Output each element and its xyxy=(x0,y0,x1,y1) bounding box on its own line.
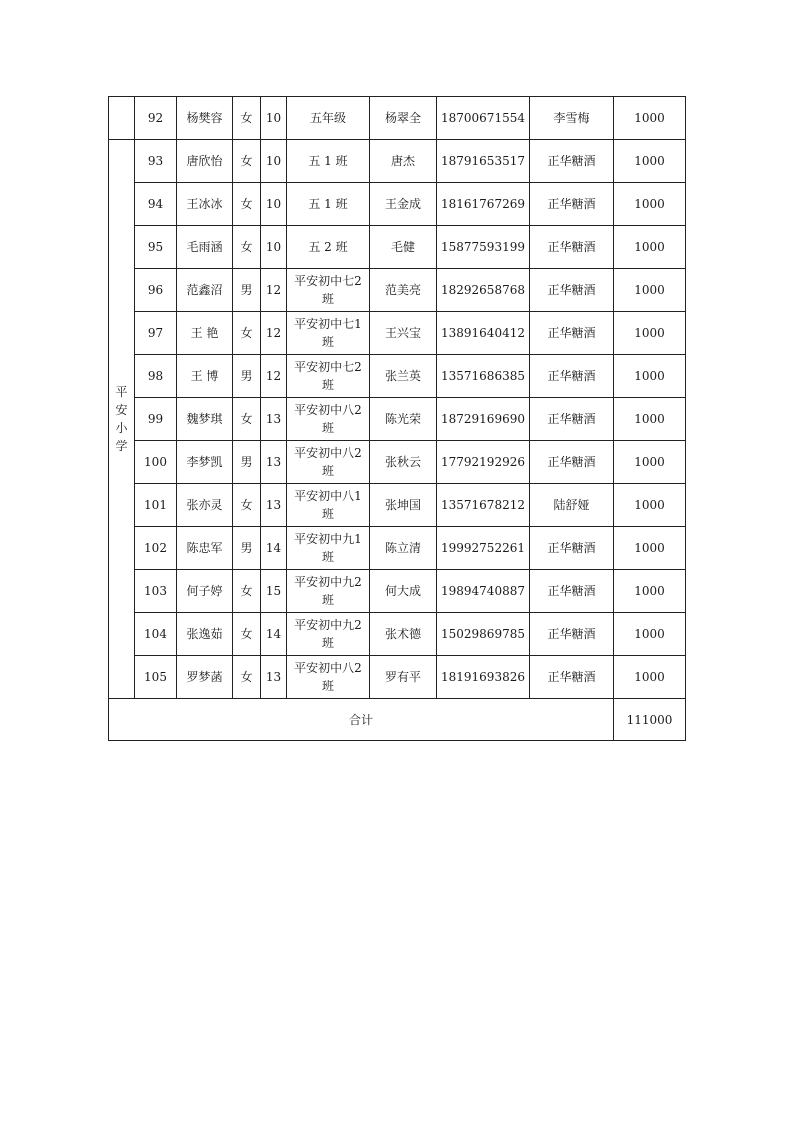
cell-phone: 17792192926 xyxy=(437,441,530,484)
cell-amount: 1000 xyxy=(614,613,686,656)
cell-guardian: 张兰英 xyxy=(370,355,437,398)
cell-gender: 女 xyxy=(233,97,261,140)
cell-age: 15 xyxy=(261,570,287,613)
cell-age: 13 xyxy=(261,398,287,441)
school-cell-continued xyxy=(109,97,135,140)
cell-amount: 1000 xyxy=(614,140,686,183)
cell-gender: 女 xyxy=(233,613,261,656)
cell-class: 平安初中九2班 xyxy=(287,570,370,613)
cell-name: 李梦凯 xyxy=(177,441,233,484)
cell-phone: 19992752261 xyxy=(437,527,530,570)
cell-sponsor: 正华糖酒 xyxy=(530,226,614,269)
cell-name: 何子婷 xyxy=(177,570,233,613)
cell-guardian: 罗有平 xyxy=(370,656,437,699)
cell-amount: 1000 xyxy=(614,570,686,613)
cell-gender: 男 xyxy=(233,269,261,312)
cell-sponsor: 正华糖酒 xyxy=(530,355,614,398)
cell-name: 魏梦琪 xyxy=(177,398,233,441)
cell-no: 101 xyxy=(135,484,177,527)
cell-sponsor: 正华糖酒 xyxy=(530,398,614,441)
table-row xyxy=(109,484,686,527)
cell-class: 平安初中八2班 xyxy=(287,441,370,484)
cell-class: 平安初中八2班 xyxy=(287,398,370,441)
cell-no: 95 xyxy=(135,226,177,269)
cell-no: 98 xyxy=(135,355,177,398)
table-row xyxy=(109,226,686,269)
cell-gender: 女 xyxy=(233,656,261,699)
school-name-cell xyxy=(109,140,135,699)
cell-gender: 男 xyxy=(233,441,261,484)
cell-sponsor: 正华糖酒 xyxy=(530,441,614,484)
table-row xyxy=(109,441,686,484)
cell-sponsor: 李雪梅 xyxy=(530,97,614,140)
cell-guardian: 毛健 xyxy=(370,226,437,269)
cell-name: 罗梦菡 xyxy=(177,656,233,699)
cell-age: 12 xyxy=(261,269,287,312)
cell-guardian: 范美亮 xyxy=(370,269,437,312)
table-row xyxy=(109,570,686,613)
cell-sponsor: 正华糖酒 xyxy=(530,183,614,226)
cell-gender: 女 xyxy=(233,570,261,613)
cell-phone: 18191693826 xyxy=(437,656,530,699)
cell-phone: 18700671554 xyxy=(437,97,530,140)
cell-no: 92 xyxy=(135,97,177,140)
cell-name: 王 博 xyxy=(177,355,233,398)
cell-guardian: 张术德 xyxy=(370,613,437,656)
cell-class: 平安初中七2班 xyxy=(287,355,370,398)
cell-amount: 1000 xyxy=(614,312,686,355)
cell-age: 10 xyxy=(261,226,287,269)
cell-no: 97 xyxy=(135,312,177,355)
cell-name: 王 艳 xyxy=(177,312,233,355)
cell-gender: 女 xyxy=(233,398,261,441)
school-name-char: 学 xyxy=(115,439,128,453)
cell-gender: 男 xyxy=(233,527,261,570)
cell-name: 王冰冰 xyxy=(177,183,233,226)
cell-no: 93 xyxy=(135,140,177,183)
cell-class: 平安初中八2班 xyxy=(287,656,370,699)
cell-guardian: 陈光荣 xyxy=(370,398,437,441)
cell-no: 105 xyxy=(135,656,177,699)
cell-class: 五年级 xyxy=(287,97,370,140)
cell-age: 10 xyxy=(261,97,287,140)
cell-sponsor: 正华糖酒 xyxy=(530,613,614,656)
total-row xyxy=(109,699,686,741)
cell-phone: 18729169690 xyxy=(437,398,530,441)
cell-gender: 女 xyxy=(233,484,261,527)
cell-amount: 1000 xyxy=(614,97,686,140)
cell-age: 12 xyxy=(261,355,287,398)
table-row xyxy=(109,269,686,312)
cell-class: 平安初中九1班 xyxy=(287,527,370,570)
cell-age: 13 xyxy=(261,441,287,484)
cell-sponsor: 正华糖酒 xyxy=(530,312,614,355)
table-row xyxy=(109,613,686,656)
cell-gender: 男 xyxy=(233,355,261,398)
cell-guardian: 何大成 xyxy=(370,570,437,613)
cell-phone: 18161767269 xyxy=(437,183,530,226)
cell-guardian: 张坤国 xyxy=(370,484,437,527)
cell-guardian: 陈立清 xyxy=(370,527,437,570)
cell-name: 杨樊容 xyxy=(177,97,233,140)
cell-phone: 13891640412 xyxy=(437,312,530,355)
cell-sponsor: 正华糖酒 xyxy=(530,269,614,312)
cell-sponsor: 正华糖酒 xyxy=(530,527,614,570)
cell-no: 96 xyxy=(135,269,177,312)
cell-phone: 13571686385 xyxy=(437,355,530,398)
cell-amount: 1000 xyxy=(614,226,686,269)
cell-amount: 1000 xyxy=(614,656,686,699)
cell-amount: 1000 xyxy=(614,484,686,527)
cell-name: 陈忠军 xyxy=(177,527,233,570)
cell-gender: 女 xyxy=(233,183,261,226)
cell-guardian: 杨翠全 xyxy=(370,97,437,140)
cell-class: 平安初中七1班 xyxy=(287,312,370,355)
cell-name: 张亦灵 xyxy=(177,484,233,527)
table-row xyxy=(109,398,686,441)
cell-no: 99 xyxy=(135,398,177,441)
total-amount: 111000 xyxy=(614,699,686,741)
cell-phone: 15029869785 xyxy=(437,613,530,656)
cell-guardian: 王金成 xyxy=(370,183,437,226)
cell-name: 唐欣怡 xyxy=(177,140,233,183)
cell-amount: 1000 xyxy=(614,269,686,312)
table-row xyxy=(109,183,686,226)
cell-class: 平安初中八1班 xyxy=(287,484,370,527)
table-row xyxy=(109,527,686,570)
table-row xyxy=(109,140,686,183)
cell-age: 10 xyxy=(261,140,287,183)
cell-no: 94 xyxy=(135,183,177,226)
cell-class: 五 1 班 xyxy=(287,140,370,183)
table-row xyxy=(109,312,686,355)
cell-amount: 1000 xyxy=(614,183,686,226)
table-row xyxy=(109,355,686,398)
cell-phone: 18791653517 xyxy=(437,140,530,183)
cell-amount: 1000 xyxy=(614,398,686,441)
cell-phone: 13571678212 xyxy=(437,484,530,527)
table-row xyxy=(109,656,686,699)
cell-sponsor: 正华糖酒 xyxy=(530,656,614,699)
cell-age: 13 xyxy=(261,656,287,699)
cell-amount: 1000 xyxy=(614,527,686,570)
cell-phone: 19894740887 xyxy=(437,570,530,613)
cell-amount: 1000 xyxy=(614,355,686,398)
cell-class: 五 1 班 xyxy=(287,183,370,226)
cell-sponsor: 正华糖酒 xyxy=(530,140,614,183)
cell-age: 14 xyxy=(261,527,287,570)
cell-gender: 女 xyxy=(233,140,261,183)
school-name-char: 平 xyxy=(115,385,128,399)
cell-guardian: 王兴宝 xyxy=(370,312,437,355)
cell-no: 102 xyxy=(135,527,177,570)
school-name-char: 安 xyxy=(115,403,128,417)
cell-sponsor: 正华糖酒 xyxy=(530,570,614,613)
cell-sponsor: 陆舒娅 xyxy=(530,484,614,527)
cell-amount: 1000 xyxy=(614,441,686,484)
cell-gender: 女 xyxy=(233,226,261,269)
cell-guardian: 张秋云 xyxy=(370,441,437,484)
student-aid-table xyxy=(108,96,686,741)
cell-guardian: 唐杰 xyxy=(370,140,437,183)
cell-no: 103 xyxy=(135,570,177,613)
cell-class: 五 2 班 xyxy=(287,226,370,269)
cell-age: 13 xyxy=(261,484,287,527)
cell-phone: 15877593199 xyxy=(437,226,530,269)
cell-name: 张逸茹 xyxy=(177,613,233,656)
table-row xyxy=(109,97,686,140)
school-name-char: 小 xyxy=(115,421,128,435)
cell-class: 平安初中九2班 xyxy=(287,613,370,656)
cell-no: 104 xyxy=(135,613,177,656)
cell-age: 12 xyxy=(261,312,287,355)
cell-age: 10 xyxy=(261,183,287,226)
cell-gender: 女 xyxy=(233,312,261,355)
cell-name: 范鑫沼 xyxy=(177,269,233,312)
cell-phone: 18292658768 xyxy=(437,269,530,312)
cell-no: 100 xyxy=(135,441,177,484)
cell-age: 14 xyxy=(261,613,287,656)
cell-class: 平安初中七2班 xyxy=(287,269,370,312)
cell-name: 毛雨涵 xyxy=(177,226,233,269)
total-label: 合计 xyxy=(109,699,614,741)
